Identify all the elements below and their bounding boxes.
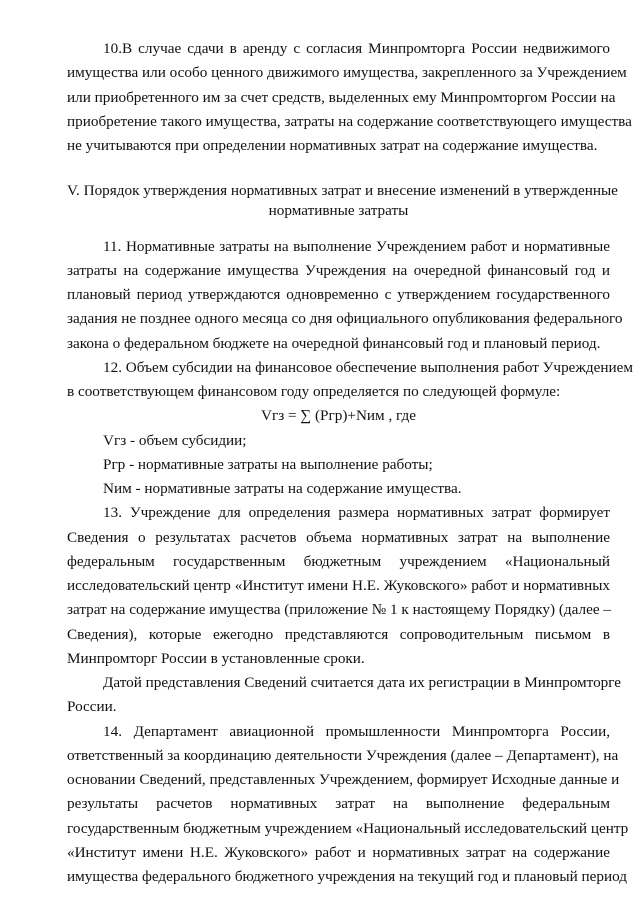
- text-line: Датой представления Сведений считается дата их регистрации в Минпромторге: [103, 674, 622, 691]
- text-line: Минпромторг России в установленные сроки.: [67, 650, 365, 667]
- definition-line: Nим - нормативные затраты на содержание имущества.: [103, 480, 462, 497]
- text-line: не учитываются при определении нормативных затрат на содержание имущества.: [67, 137, 598, 154]
- text-line: «Институт имени Н.Е. Жуковского» работ и нормативных затрат на содержание: [67, 844, 610, 861]
- text-line: плановый период утверждаются одновременно с утверждением государственного: [67, 286, 610, 303]
- text-line: приобретение такого имущества, затраты на содержание соответствующего имущества: [67, 113, 632, 130]
- text-line: 10.В случае сдачи в аренду с согласия Минпромторга России недвижимого: [103, 40, 610, 57]
- text-line: Сведения о результатах расчетов объема нормативных затрат на выполнение: [67, 529, 610, 546]
- text-line: 12. Объем субсидии на финансовое обеспечение выполнения работ Учреждением: [103, 359, 633, 376]
- text-line: затраты на содержание имущества Учреждения на очередной финансовый год и: [67, 262, 610, 279]
- text-line: результаты расчетов нормативных затрат на выполнение федеральным: [67, 795, 610, 812]
- text-line: государственным бюджетным учреждением «Национальный исследовательский центр: [67, 820, 629, 837]
- text-line: ответственный за координацию деятельности Учреждения (далее – Департамент), на: [67, 747, 619, 764]
- text-line: 14. Департамент авиационной промышленности Минпромторга России,: [103, 723, 610, 740]
- text-line: России.: [67, 698, 117, 715]
- text-line: основании Сведений, представленных Учреждением, формирует Исходные данные и: [67, 771, 620, 788]
- definition-line: Vгз - объем субсидии;: [103, 432, 247, 449]
- text-line: исследовательский центр «Институт имени Н.Е. Жуковского» работ и нормативных: [67, 577, 610, 594]
- text-line: закона о федеральном бюджете на очередной финансовый год и плановый период.: [67, 335, 601, 352]
- text-line: затрат на содержание имущества (приложение № 1 к настоящему Порядку) (далее –: [67, 601, 611, 618]
- definition-line: Ргр - нормативные затраты на выполнение работы;: [103, 456, 433, 473]
- text-line: задания не позднее одного месяца со дня официального опубликования федерального: [67, 310, 623, 327]
- text-line: Сведения), которые ежегодно представляются сопроводительным письмом в: [67, 626, 610, 643]
- section-heading: нормативные затраты: [268, 202, 409, 219]
- section-heading: V. Порядок утверждения нормативных затрат и внесение изменений в утвержденные: [67, 182, 618, 199]
- text-line: 13. Учреждение для определения размера нормативных затрат формирует: [103, 504, 610, 521]
- text-line: 11. Нормативные затраты на выполнение Учреждением работ и нормативные: [103, 238, 610, 255]
- text-line: или приобретенного им за счет средств, выделенных ему Минпромторгом России на: [67, 89, 616, 106]
- text-line: в соответствующем финансовом году определяется по следующей формуле:: [67, 383, 561, 400]
- text-line: имущества или особо ценного движимого имущества, закрепленного за Учреждением: [67, 64, 627, 81]
- formula: Vгз = ∑ (Ргр)+Nим , где: [261, 407, 416, 424]
- text-line: федеральным государственным бюджетным учреждением «Национальный: [67, 553, 610, 570]
- text-line: имущества федерального бюджетного учреждения на текущий год и плановый период: [67, 868, 627, 885]
